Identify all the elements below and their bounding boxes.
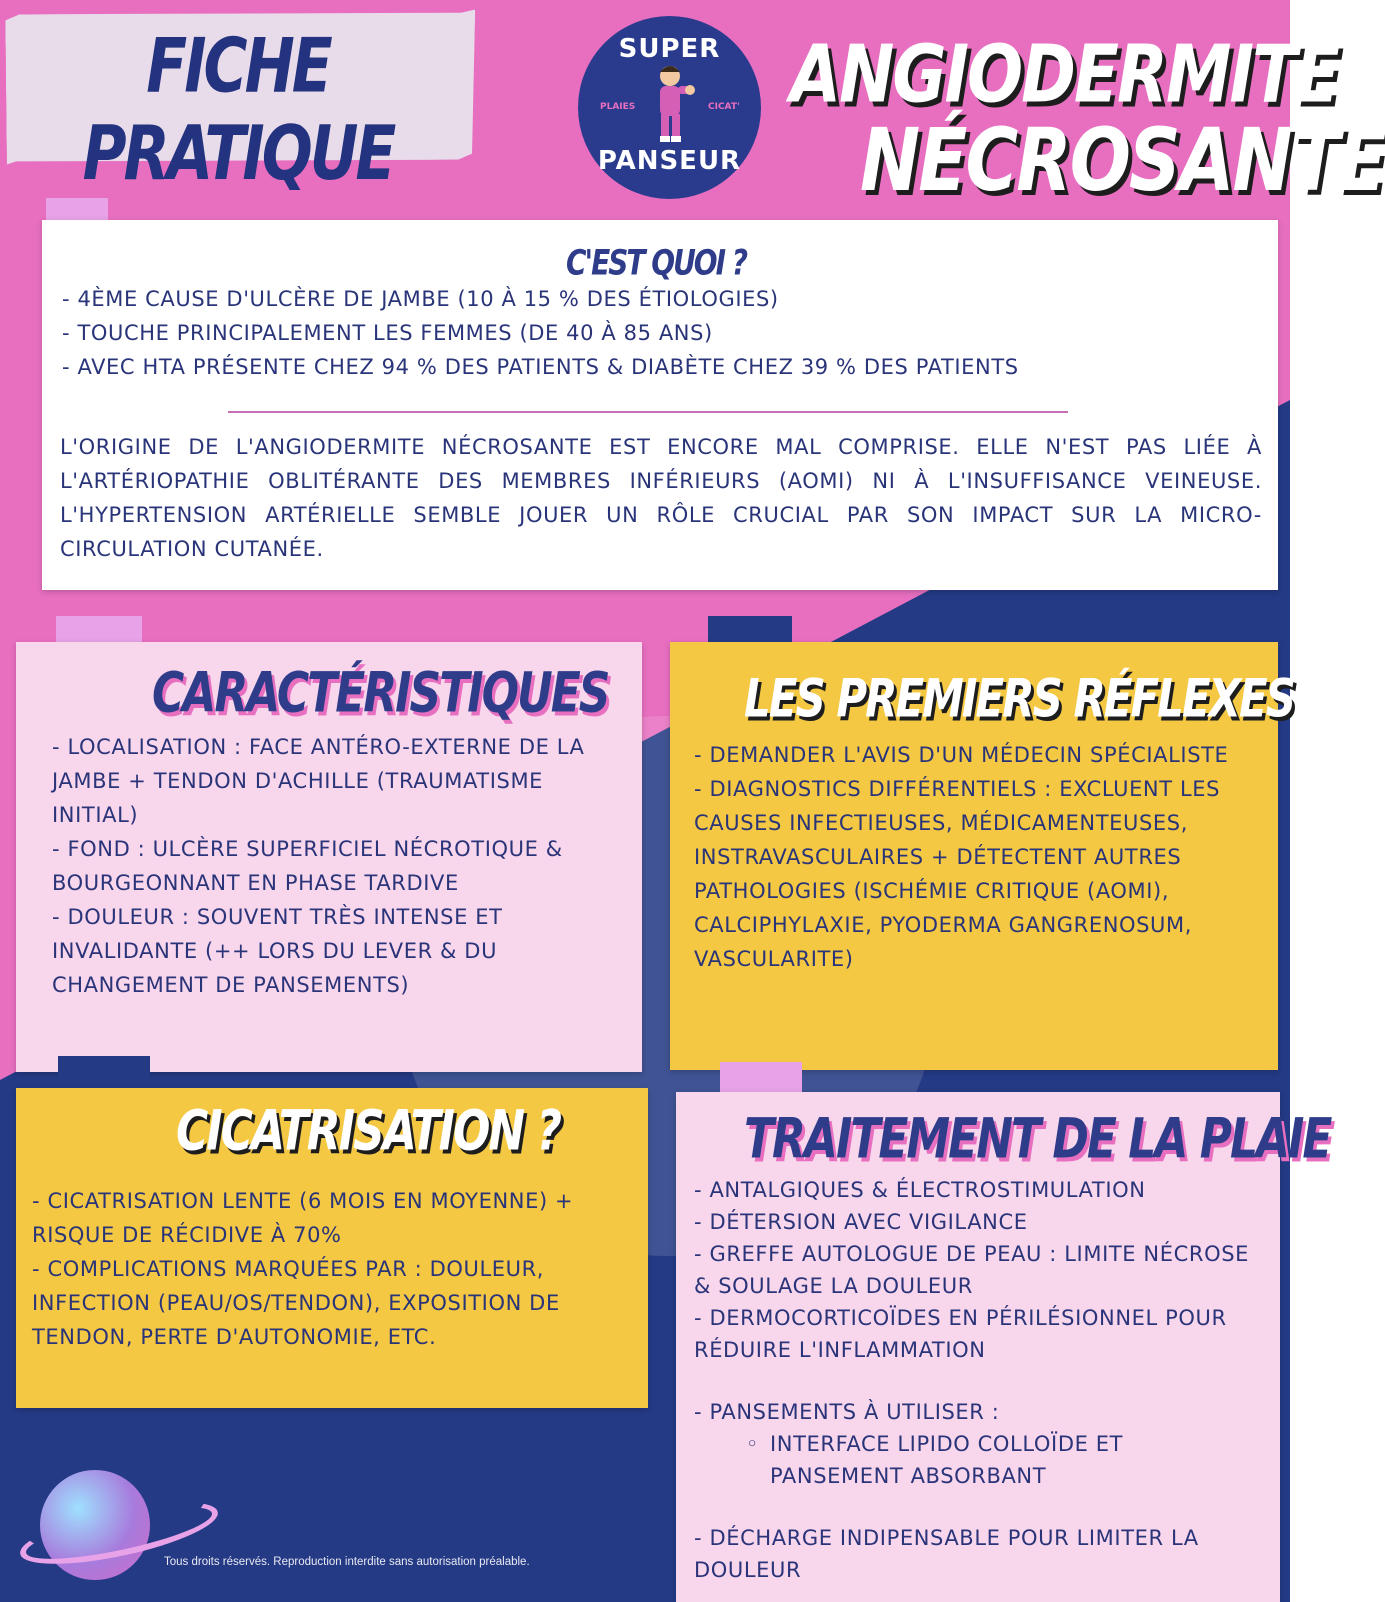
caracteristiques-item: - LOCALISATION : FACE ANTÉRO-EXTERNE DE LA JAMBE + TENDON D'ACHILLE (TRAUMATISME INITIAL)	[52, 735, 585, 827]
caracteristiques-item: - DOULEUR : SOUVENT TRÈS INTENSE ET INVALIDANTE (++ LORS DU LEVER & DU CHANGEMENT DE PANSEMENTS)	[52, 905, 503, 997]
logo-text-right: CICAT'	[708, 102, 740, 112]
section-title-cest-quoi: C'EST QUOI ?	[566, 241, 747, 284]
section-title-cicatrisation: CICATRISATION ?	[176, 1099, 561, 1164]
logo-text-top: SUPER	[618, 34, 721, 64]
cicatrisation-list	[32, 1184, 632, 1354]
card-tab	[58, 1056, 150, 1086]
quoi-paragraph: L'ORIGINE DE L'ANGIODERMITE NÉCROSANTE EST ENCORE MAL COMPRISE. ELLE N'EST PAS LIÉE À L'ARTÉRIOPATHIE OBLITÉRANTE DES MEMBRES INFÉRIEURS (AOMI) NI À L'INSUFFISANCE VEINEUSE. L'HYPERTENSION ARTÉRIELLE SEMBLE JOUER UN RÔLE CRUCIAL PAR SON IMPACT SUR LA MICRO-CIRCULATION CUTANÉE.	[60, 435, 1262, 561]
pansements-sub-item: ◦ INTERFACE LIPIDO COLLOÏDE ET PANSEMENT ABSORBANT	[694, 1428, 1260, 1492]
section-title-reflexes: LES PREMIERS RÉFLEXES	[744, 667, 1294, 730]
traitement-list	[694, 1174, 1260, 1586]
traitement-item: - GREFFE AUTOLOGUE DE PEAU : LIMITE NÉCROSE & SOULAGE LA DOULEUR	[694, 1242, 1249, 1298]
page-title-line2: NÉCROSANTE	[860, 109, 1385, 211]
superhero-icon	[648, 64, 692, 144]
reflexes-item: - DIAGNOSTICS DIFFÉRENTIELS : EXCLUENT LES CAUSES INFECTIEUSES, MÉDICAMENTEUSES, INSTRAVASCULAIRES + DÉTECTENT AUTRES PATHOLOGIES (ISCHÉMIE CRITIQUE (AOMI), CALCIPHYLAXIE, PYODERMA GANGRENOSUM, VASCULARITE)	[694, 777, 1221, 971]
spacer	[694, 1492, 1260, 1522]
super-panseur-logo	[578, 16, 761, 199]
divider	[228, 411, 1068, 413]
logo-text-bottom: PANSEUR	[597, 146, 742, 176]
traitement-item: - ANTALGIQUES & ÉLECTROSTIMULATION	[694, 1178, 1146, 1202]
decharge-item: - DÉCHARGE INDIPENSABLE POUR LIMITER LA DOULEUR	[694, 1526, 1199, 1582]
section-title-traitement: TRAITEMENT DE LA PLAIE	[744, 1107, 1331, 1172]
quoi-item: - TOUCHE PRINCIPALEMENT LES FEMMES (DE 40 À 85 ANS)	[62, 321, 713, 345]
quoi-item: - 4ÈME CAUSE D'ULCÈRE DE JAMBE (10 À 15 % DES ÉTIOLOGIES)	[62, 287, 779, 311]
section-title-caracteristiques: CARACTÉRISTIQUES	[152, 661, 609, 726]
page-title-line1: ANGIODERMITE	[790, 28, 1339, 121]
logo-text-left: PLAIES	[600, 102, 636, 112]
quoi-item: - AVEC HTA PRÉSENTE CHEZ 94 % DES PATIENTS & DIABÈTE CHEZ 39 % DES PATIENTS	[62, 355, 1019, 379]
cicatrisation-item: - COMPLICATIONS MARQUÉES PAR : DOULEUR, INFECTION (PEAU/OS/TENDON), EXPOSITION DE TENDON, PERTE D'AUTONOMIE, ETC.	[32, 1257, 560, 1349]
caracteristiques-item: - FOND : ULCÈRE SUPERFICIEL NÉCROTIQUE & BOURGEONNANT EN PHASE TARDIVE	[52, 837, 563, 895]
cicatrisation-item: - CICATRISATION LENTE (6 MOIS EN MOYENNE) + RISQUE DE RÉCIDIVE À 70%	[32, 1189, 574, 1247]
spacer	[694, 1366, 1260, 1396]
traitement-item: - DERMOCORTICOÏDES EN PÉRILÉSIONNEL POUR RÉDUIRE L'INFLAMMATION	[694, 1306, 1227, 1362]
fiche-label: FICHE PRATIQUE	[82, 22, 394, 198]
traitement-item: - DÉTERSION AVEC VIGILANCE	[694, 1210, 1028, 1234]
quoi-list	[62, 282, 1252, 384]
pansements-label: - PANSEMENTS À UTILISER :	[694, 1400, 1000, 1424]
reflexes-item: - DEMANDER L'AVIS D'UN MÉDECIN SPÉCIALISTE	[694, 743, 1229, 767]
reflexes-list	[694, 738, 1254, 976]
caracteristiques-list	[52, 730, 612, 1002]
card-tab	[720, 1062, 802, 1092]
footer-copyright: Tous droits réservés. Reproduction interdite sans autorisation préalable.	[164, 1556, 530, 1568]
